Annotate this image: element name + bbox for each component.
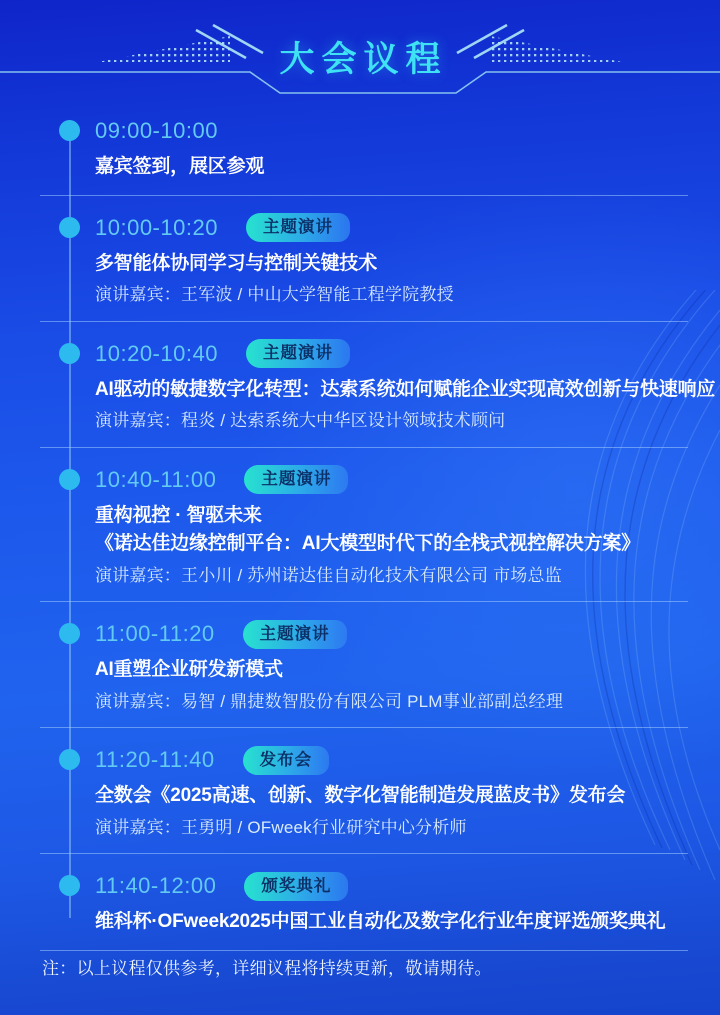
agenda-item [40,196,688,322]
timeline-dot-icon [59,623,80,644]
agenda-time-row [95,465,688,495]
timeline-dot-icon [59,120,80,141]
agenda-speaker: 演讲嘉宾：易智 / 鼎捷数智股份有限公司 PLM事业部副总经理 [95,691,564,711]
page-title: 大会议程 [279,40,448,79]
timeline-dot-icon [59,469,80,490]
agenda-item [40,854,688,951]
footer-note: 注：以上议程仅供参考，详细议程将持续更新，敬请期待。 [42,959,492,978]
agenda-badge: 颁奖典礼 [244,872,348,901]
agenda-time: 09:00-10:00 [95,118,218,143]
timeline-dot-icon [59,343,80,364]
timeline-dot-icon [59,875,80,896]
timeline-dot-icon [59,217,80,238]
agenda-item [40,448,688,603]
agenda-item [40,602,688,728]
agenda-item [40,99,688,196]
agenda-time: 10:20-10:40 [95,340,218,366]
agenda-time: 10:00-10:20 [95,214,218,240]
agenda-badge: 主题演讲 [244,465,348,494]
agenda-speaker: 演讲嘉宾：王小川 / 苏州诺达佳自动化技术有限公司 市场总监 [95,565,562,585]
agenda-time: 11:00-11:20 [95,621,215,646]
agenda-time: 10:40-11:00 [95,466,217,492]
agenda-title: 嘉宾签到，展区参观 [95,156,265,177]
agenda-badge: 发布会 [243,746,330,775]
agenda-time: 11:40-12:00 [95,873,217,898]
agenda-title: AI重塑企业研发新模式 [95,659,283,680]
agenda-time-row [95,619,688,649]
agenda-title: 维科杯·OFweek2025中国工业自动化及数字化行业年度评选颁奖典礼 [95,911,666,932]
agenda-item [40,728,688,854]
agenda-speaker: 演讲嘉宾：程炎 / 达索系统大中华区设计领域技术顾问 [95,411,506,430]
agenda-time-row [95,745,688,775]
agenda-badge: 主题演讲 [246,339,350,368]
agenda-badge: 主题演讲 [246,213,350,242]
agenda-title: AI驱动的敏捷数字化转型：达索系统如何赋能企业实现高效创新与快速响应 [95,378,716,400]
header [0,0,720,100]
agenda-time-row [95,116,688,146]
agenda-title: 重构视控 · 智驱未来 《诺达佳边缘控制平台：AI大模型时代下的全栈式视控解决方案》 [95,504,641,554]
agenda-list [40,99,716,951]
agenda-time-row [95,871,688,901]
agenda-title: 多智能体协同学习与控制关键技术 [95,252,378,274]
agenda-speaker: 演讲嘉宾：王军波 / 中山大学智能工程学院教授 [95,285,454,304]
agenda-time-row [95,213,688,243]
agenda-speaker: 演讲嘉宾：王勇明 / OFweek行业研究中心分析师 [95,817,467,837]
agenda-badge: 主题演讲 [243,620,347,649]
timeline-dot-icon [59,749,80,770]
agenda-title: 全数会《2025高速、创新、数字化智能制造发展蓝皮书》发布会 [95,785,626,806]
agenda-item [40,322,716,448]
agenda-time: 11:20-11:40 [95,747,215,772]
agenda-time-row [95,339,688,369]
